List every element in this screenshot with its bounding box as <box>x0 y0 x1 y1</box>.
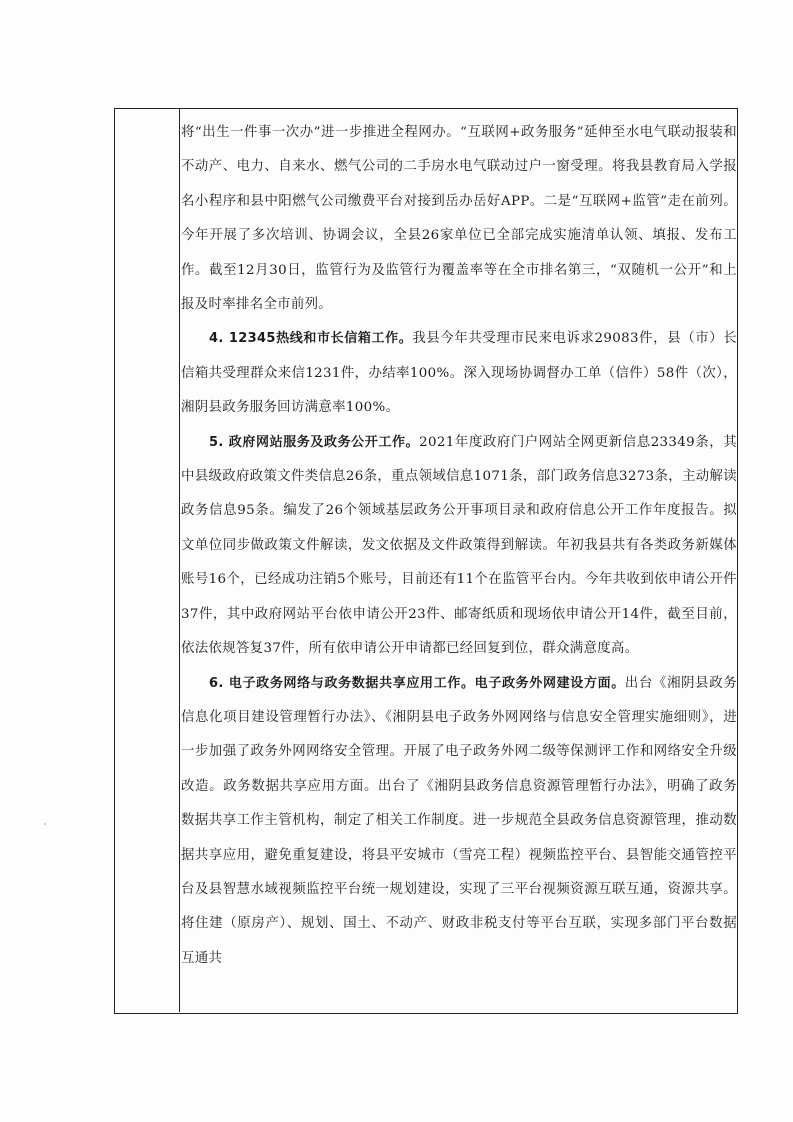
paragraph-2-text: 我县今年共受理市民来电诉求29083件，县（市）长信箱共受理群众来信1231件，办结率100%。深入现场协调督办工单（信件）58件（次），湘阴县政务服务回访满意率100%。 <box>181 331 737 416</box>
paragraph-1-text: 将“出生一件事一次办”进一步推进全程网办。“互联网+政务服务”延伸至水电气联动报装和不动产、电力、自来水、燃气公司的二手房水电气联动过户一窗受理。将我县教育局入学报名小程序和县中阳燃气公司缴费平台对接到岳办岳好APP。二是“互联网+监管”走在前列。今年开展了多次培训、协调会议，全县26家单位已全部完成实施清单认领、填报、发布工作。截至12月30日，监管行为及监管行为覆盖率等在全市排名第三，“双随机一公开”和上报及时率排名全市前列。 <box>181 125 737 313</box>
paragraph-3-heading: 5. 政府网站服务及政务公开工作。 <box>209 434 420 450</box>
paragraph-3 <box>181 426 737 667</box>
paragraph-4-heading: 6. 电子政务网络与政务数据共享应用工作。电子政务外网建设方面。 <box>209 675 625 691</box>
paragraph-1 <box>181 116 737 322</box>
paragraph-4 <box>181 667 737 977</box>
column-divider <box>179 108 180 1012</box>
scan-speck <box>44 823 46 825</box>
paragraph-2-heading: 4. 12345热线和市长信箱工作。 <box>209 331 413 347</box>
paragraph-2 <box>181 322 737 425</box>
table-content-cell <box>181 116 737 976</box>
paragraph-3-text: 2021年度政府门户网站全网更新信息23349条，其中县级政府政策文件类信息26条，重点领域信息1071条，部门政务信息3273条，主动解读政务信息95条。编发了26个领域基层政务公开事项目录和政府信息公开工作年度报告。拟文单位同步做政策文件解读，发文依据及文件政策得到解读。年初我县共有各类政务新媒体账号16个，已经成功注销5个账号，目前还有11个在监管平台内。今年共收到依申请公开件37件，其中政府网站平台依申请公开23件、邮寄纸质和现场依申请公开14件，截至目前，依法依规答复37件，所有依申请公开申请都已经回复到位，群众满意度高。 <box>181 434 737 657</box>
paragraph-4-text: 出台《湘阴县政务信息化项目建设管理暂行办法》、《湘阴县电子政务外网网络与信息安全管理实施细则》，进一步加强了政务外网网络安全管理。开展了电子政务外网二级等保测评工作和网络安全升级改造。政务数据共享应用方面。出台了《湘阴县政务信息资源管理暂行办法》，明确了政务数据共享工作主管机构，制定了相关工作制度。进一步规范全县政务信息资源管理，推动数据共享应用，避免重复建设，将县平安城市（雪亮工程）视频监控平台、县智能交通管控平台及县智慧水域视频监控平台统一规划建设，实现了三平台视频资源互联互通，资源共享。将住建（原房产）、规划、国土、不动产、财政非税支付等平台互联，实现多部门平台数据互通共 <box>181 675 737 966</box>
